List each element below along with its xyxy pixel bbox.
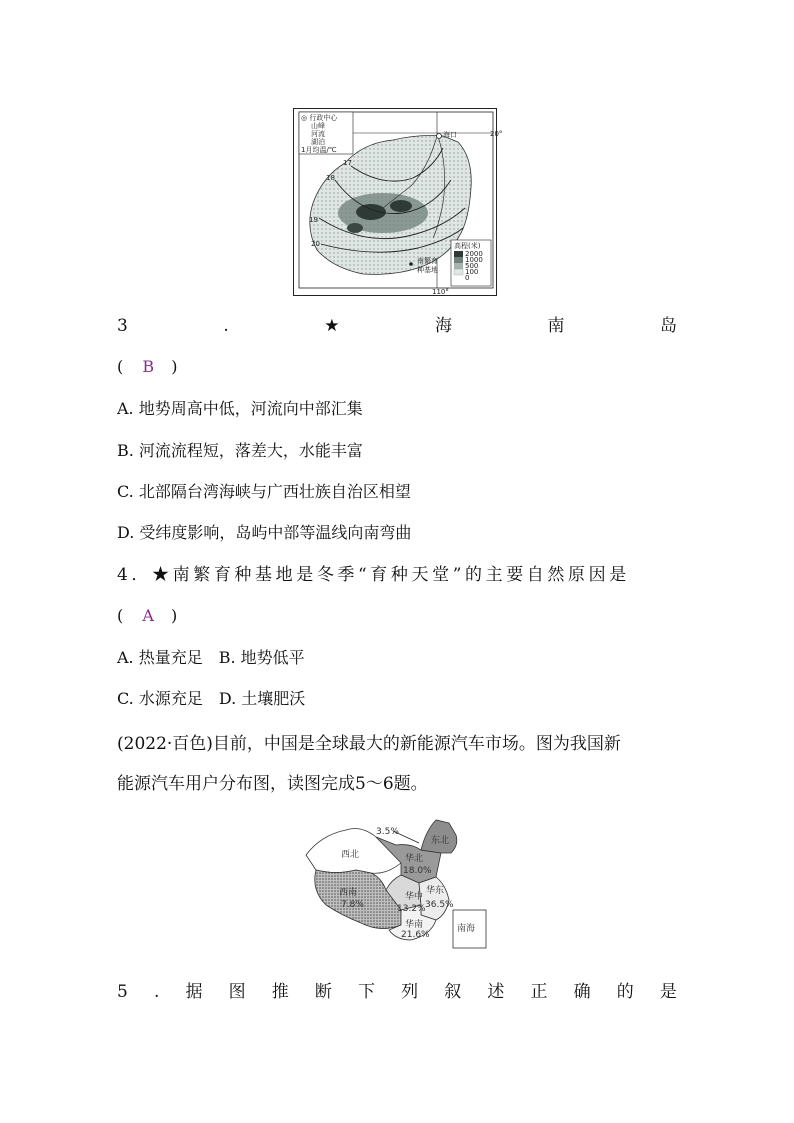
q5-char: 图 (228, 982, 246, 1002)
q3-number: 3 (117, 316, 128, 336)
q5-char: 的 (616, 982, 634, 1002)
label-east: 华东 (426, 886, 445, 896)
elevation-title: 高程(米) (454, 242, 481, 250)
legend-item: 山峰 (311, 122, 325, 130)
pct-central: 13.2% (397, 904, 426, 914)
q5-char: 列 (401, 982, 419, 1002)
q4-stem: 4．★南繁育种基地是冬季“育种天堂”的主要自然原因是 (117, 565, 630, 585)
q5-dot: . (153, 982, 160, 1002)
legend-item: 河流 (311, 130, 325, 138)
lon-label: 110° (432, 288, 449, 296)
q5-char: 是 (659, 982, 677, 1002)
label-northwest: 西北 (341, 850, 360, 860)
elevation-level: 500 (465, 262, 479, 270)
elevation-level: 1000 (465, 256, 483, 264)
pct-east: 36.5% (425, 900, 454, 910)
q3-char: 南 (547, 316, 565, 336)
label-central: 华中 (405, 892, 424, 902)
city-marker (437, 134, 442, 139)
q5-char: 述 (487, 982, 505, 1002)
q5-char: 确 (573, 982, 591, 1002)
intro-line-2: 能源汽车用户分布图，读图完成5～6题。 (117, 774, 428, 794)
elevation-level: 0 (465, 274, 470, 282)
mountain-peak (390, 200, 412, 212)
q3-stem (117, 314, 677, 338)
pct-northeast: 3.5% (376, 827, 399, 837)
q3-option-c: C. 北部隔台湾海峡与广西壮族自治区相望 (117, 482, 411, 501)
paren-close: ) (171, 357, 178, 376)
isotherm-label: 20 (311, 240, 320, 248)
q5-char: 推 (271, 982, 289, 1002)
q5-char: 断 (314, 982, 332, 1002)
q3-option-d: D. 受纬度影响，岛屿中部等温线向南弯曲 (117, 523, 412, 542)
q3-option-a: A. 地势周高中低，河流向中部汇集 (117, 399, 363, 418)
label-southwest: 西南 (339, 888, 358, 898)
isotherm-label: 19 (309, 216, 318, 224)
label-northeast: 东北 (431, 836, 450, 846)
paren-close: ) (171, 606, 178, 625)
pct-south: 21.6% (401, 930, 430, 940)
q5-char: 下 (357, 982, 375, 1002)
q5-char: 叙 (444, 982, 462, 1002)
pct-southwest: 7.8% (341, 900, 364, 910)
lat-label: 20° (490, 130, 503, 138)
q4-answer: A (142, 606, 154, 625)
isotherm-label: 18 (326, 174, 335, 182)
q3-star-icon: ★ (324, 316, 340, 336)
city-label: 海口 (443, 131, 457, 139)
intro-line-1: (2022·百色)目前，中国是全球最大的新能源汽车市场。图为我国新 (117, 734, 621, 754)
q4-options-row2: C. 水源充足 D. 土壤肥沃 (117, 689, 306, 708)
site-label-2: 种基地 (417, 266, 438, 274)
legend-item: 1月均温/℃ (301, 146, 337, 154)
label-north: 华北 (405, 854, 424, 864)
label-south: 华南 (405, 920, 424, 930)
q5-char: 正 (530, 982, 548, 1002)
inset-label: 南海 (457, 924, 476, 934)
legend-item: 湖泊 (311, 138, 325, 146)
china-nev-map (301, 815, 491, 955)
mountain-peak (347, 223, 363, 233)
legend-item: ◎ 行政中心 (301, 114, 338, 122)
site-label-1: 南繁育 (417, 257, 438, 265)
q3-char: 岛 (659, 316, 677, 336)
paren-open: ( (117, 357, 124, 376)
paren-open: ( (117, 606, 124, 625)
elevation-level: 100 (465, 268, 479, 276)
isotherm-label: 17 (343, 159, 352, 167)
q3-answer: B (142, 357, 155, 376)
hainan-map (293, 108, 503, 296)
q3-dot: . (223, 316, 229, 336)
q4-answer-row (117, 604, 177, 628)
pct-north: 18.0% (403, 866, 432, 876)
q3-option-b: B. 河流流程短，落差大，水能丰富 (117, 441, 363, 460)
q4-options-row1: A. 热量充足 B. 地势低平 (117, 648, 305, 667)
site-marker (409, 262, 413, 266)
q3-answer-row (117, 355, 177, 379)
q3-char: 海 (434, 316, 452, 336)
q5-stem (117, 980, 677, 1004)
q5-char: 据 (185, 982, 203, 1002)
q5-number: 5 (117, 982, 128, 1002)
elevation-level: 2000 (465, 250, 483, 258)
